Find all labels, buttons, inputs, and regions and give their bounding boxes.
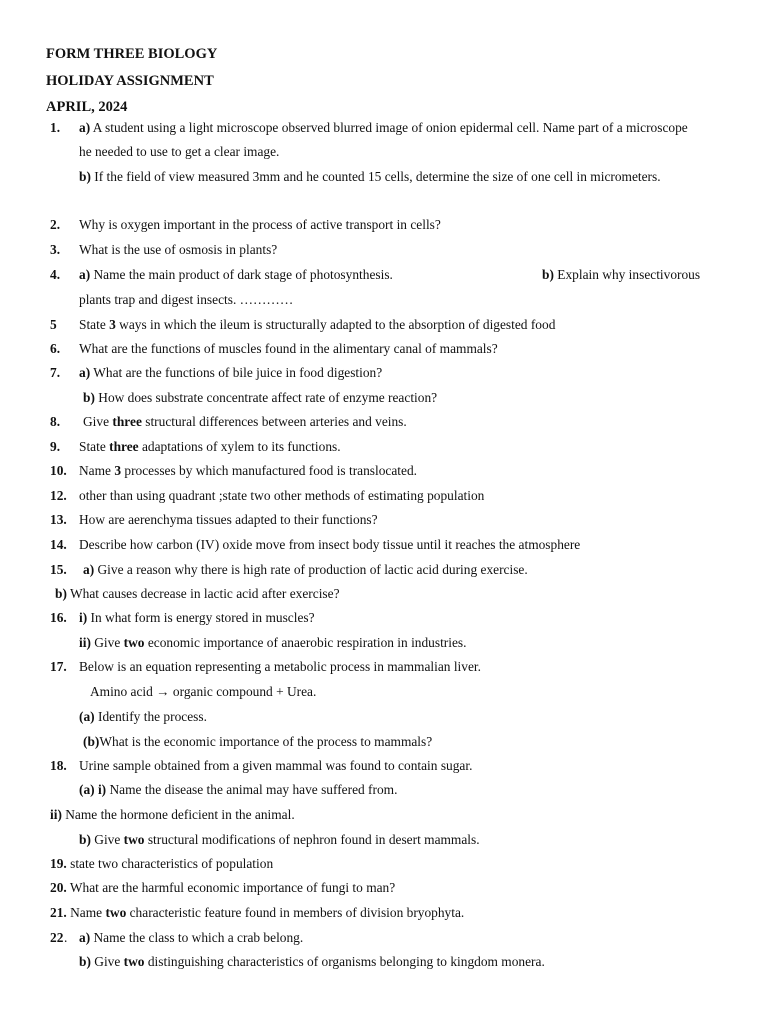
question-text: Why is oxygen important in the process of active transport in cells? <box>79 217 441 232</box>
question-number: 3. <box>50 242 61 257</box>
question-number: 16. <box>50 610 67 625</box>
question-text: State 3 ways in which the ileum is structurally adapted to the absorption of digested food <box>79 317 556 332</box>
question-number: 10. <box>50 463 67 478</box>
question-text: b) Give two structural modifications of nephron found in desert mammals. <box>79 832 480 847</box>
question-text: Urine sample obtained from a given mammal was found to contain sugar. <box>79 758 473 773</box>
question-number: 2. <box>50 217 61 232</box>
question-number: 13. <box>50 512 67 527</box>
question-text: a) A student using a light microscope observed blurred image of onion epidermal cell. Name part of a microscope <box>79 120 688 135</box>
question-text: i) In what form is energy stored in muscles? <box>79 610 315 625</box>
question-text: b) Give two distinguishing characteristics of organisms belonging to kingdom monera. <box>79 954 545 969</box>
question-number: 17. <box>50 659 67 674</box>
question-number: 5 <box>50 317 57 332</box>
question-number: 4. <box>50 267 61 282</box>
question-text: plants trap and digest insects. ………… <box>79 292 294 307</box>
question-number: 1. <box>50 120 61 135</box>
question-text: Name 3 processes by which manufactured food is translocated. <box>79 463 418 478</box>
question-text: (b)What is the economic importance of the process to mammals? <box>83 734 433 749</box>
question-text: How are aerenchyma tissues adapted to their functions? <box>79 512 378 527</box>
question-text: b) Explain why insectivorous <box>542 267 701 282</box>
question-text: b) What causes decrease in lactic acid after exercise? <box>55 586 340 601</box>
question-text: ii) Give two economic importance of anaerobic respiration in industries. <box>79 635 467 650</box>
question-number: 18. <box>50 758 67 773</box>
question-text: a) What are the functions of bile juice in food digestion? <box>79 365 383 380</box>
question-text: b) If the field of view measured 3mm and he counted 15 cells, determine the size of one cell in micrometers. <box>79 169 661 184</box>
question-text: Describe how carbon (IV) oxide move from insect body tissue until it reaches the atmosphere <box>79 537 581 552</box>
question-text: 19. state two characteristics of population <box>50 856 274 871</box>
question-number: 22 <box>50 930 64 945</box>
question-text: ii) Name the hormone deficient in the animal. <box>50 807 295 822</box>
question-text: Below is an equation representing a metabolic process in mammalian liver. <box>79 659 481 674</box>
question-text: (a) Identify the process. <box>79 709 207 724</box>
header-subtitle: HOLIDAY ASSIGNMENT <box>46 73 214 89</box>
punctuation: . <box>64 930 68 945</box>
question-text: (a) i) Name the disease the animal may have suffered from. <box>79 782 398 797</box>
equation: Amino acid → organic compound + Urea. <box>90 684 317 699</box>
question-text: b) How does substrate concentrate affect rate of enzyme reaction? <box>83 390 438 405</box>
question-text: What are the functions of muscles found in the alimentary canal of mammals? <box>79 341 498 356</box>
question-number: 12. <box>50 488 67 503</box>
question-number: 15. <box>50 562 67 577</box>
question-number: 7. <box>50 365 61 380</box>
question-text: 20. What are the harmful economic importance of fungi to man? <box>50 880 396 895</box>
question-text: Give three structural differences between arteries and veins. <box>83 414 407 429</box>
question-number: 9. <box>50 439 61 454</box>
header-date: APRIL, 2024 <box>46 99 128 115</box>
question-text: a) Name the main product of dark stage of photosynthesis. <box>79 267 393 282</box>
question-text: 21. Name two characteristic feature found in members of division bryophyta. <box>50 905 465 920</box>
question-number: 6. <box>50 341 61 356</box>
header-title: FORM THREE BIOLOGY <box>46 46 218 62</box>
question-text: a) Give a reason why there is high rate of production of lactic acid during exercise. <box>83 562 528 577</box>
question-text: What is the use of osmosis in plants? <box>79 242 278 257</box>
question-text: other than using quadrant ;state two other methods of estimating population <box>79 488 485 503</box>
question-text: State three adaptations of xylem to its functions. <box>79 439 341 454</box>
question-text: he needed to use to get a clear image. <box>79 144 280 159</box>
question-number: 14. <box>50 537 67 552</box>
question-number: 8. <box>50 414 61 429</box>
question-text: a) Name the class to which a crab belong. <box>79 930 304 945</box>
